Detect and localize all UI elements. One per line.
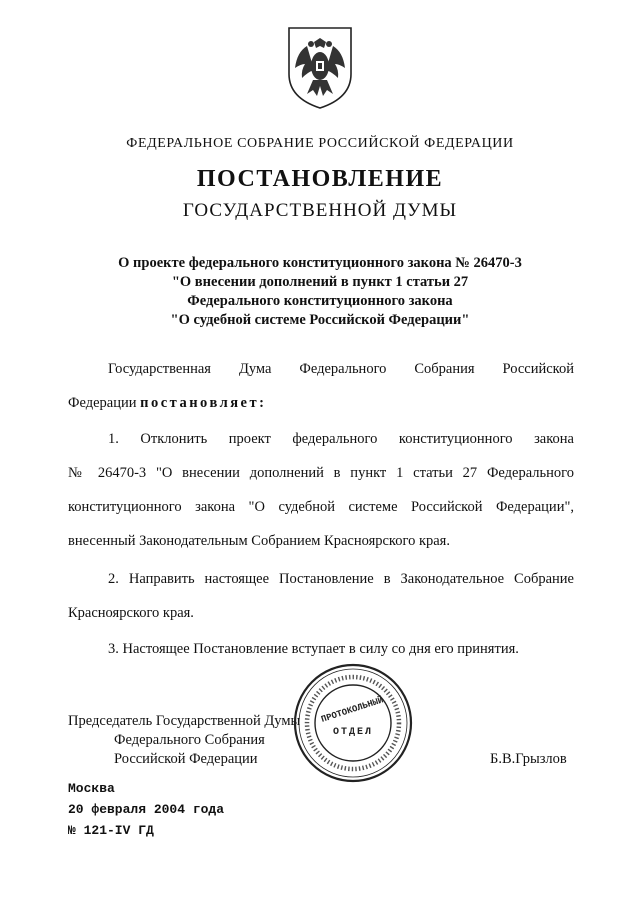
document-date: 20 февраля 2004 года: [68, 802, 225, 817]
subject-line: О проекте федерального конституционного закона № 26470-3: [118, 255, 522, 271]
decree-verb: постановляет:: [140, 395, 267, 411]
subject-line: Федерального конституционного закона: [187, 293, 453, 309]
stamp-text-top: ПРОТОКОЛЬНЫЙ: [320, 695, 385, 725]
coat-of-arms-icon: [285, 24, 355, 110]
document-issuer: ГОСУДАРСТВЕННОЙ ДУМЫ: [182, 200, 458, 221]
subject-line: "О внесении дополнений в пункт 1 статьи 27: [171, 274, 469, 290]
paragraph-line: [68, 386, 574, 420]
subject-line: "О судебной системе Российской Федерации": [170, 312, 470, 328]
document-place: Москва: [68, 781, 115, 796]
signatory-title-line: Председатель Государственной Думы: [68, 713, 301, 729]
signatory-title-line: Российской Федерации: [114, 751, 258, 767]
paragraph-line: № 26470-3 "О внесении дополнений в пункт 1 статьи 27 Федерального: [68, 465, 574, 481]
item-2-paragraph: [68, 562, 574, 630]
preamble-subject: Федерации: [68, 395, 137, 411]
paragraph-line: 1. Отклонить проект федерального конституционного закона: [108, 431, 574, 447]
document-number: № 121-IV ГД: [68, 823, 154, 838]
round-seal-icon: [290, 660, 416, 786]
paragraph-line: 2. Направить настоящее Постановление в Законодательное Собрание: [108, 571, 574, 587]
paragraph-line: 3. Настоящее Постановление вступает в силу со дня его принятия.: [108, 641, 519, 657]
paragraph-line: конституционного закона "О судебной системе Российской Федерации",: [68, 499, 574, 515]
paragraph-line: внесенный Законодательным Собранием Красноярского края.: [68, 533, 450, 549]
paragraph-line: Государственная Дума Федерального Собрания Российской: [108, 361, 574, 377]
stamp-text-bottom: ОТДЕЛ: [332, 727, 374, 738]
document-metadata: [68, 778, 224, 841]
signatory-title: [68, 712, 328, 769]
paragraph-line: Красноярского края.: [68, 605, 194, 621]
parliament-name: ФЕДЕРАЛЬНОЕ СОБРАНИЕ РОССИЙСКОЙ ФЕДЕРАЦИИ: [126, 136, 514, 151]
item-1-paragraph: [68, 422, 574, 558]
document-type-title: ПОСТАНОВЛЕНИЕ: [196, 166, 444, 192]
signatory-title-line: Федерального Собрания: [114, 732, 265, 748]
preamble-paragraph: [68, 352, 574, 420]
document-subject: [0, 254, 640, 330]
signatory-name: Б.В.Грызлов: [490, 751, 567, 767]
